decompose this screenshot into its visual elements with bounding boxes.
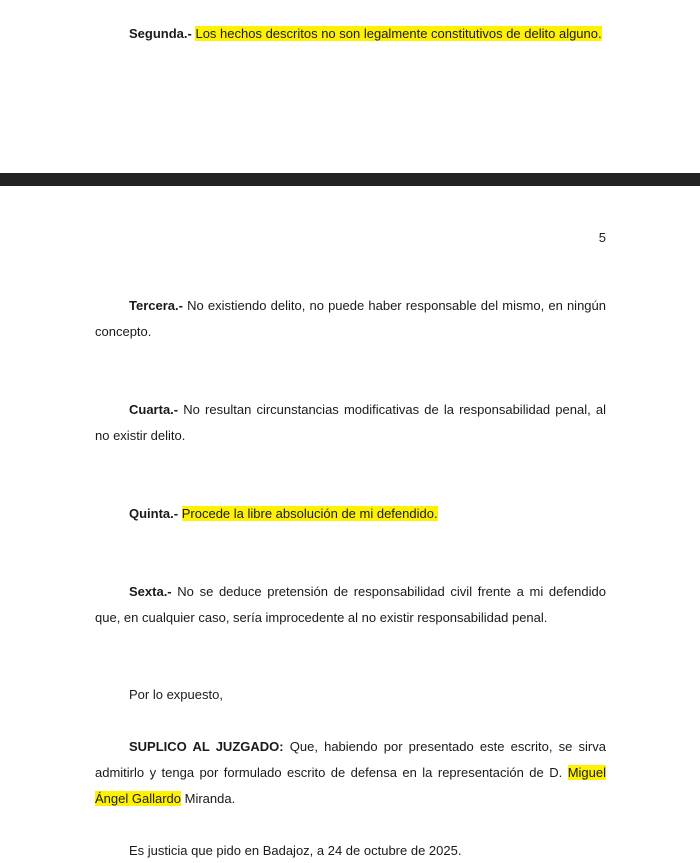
highlighted-text: Procede la libre absolución de mi defendido. (181, 506, 438, 521)
paragraph-quinta (95, 501, 606, 527)
paragraph-cuarta (95, 397, 606, 449)
paragraph-suplico (95, 734, 606, 812)
paragraph-sexta (95, 579, 606, 631)
paragraph-text: Que, habiendo por presentado este escrito, se sirva admitirlo y tenga por formulado escrito de defensa en la representación de D. (95, 739, 606, 780)
paragraph-label: Segunda.- (129, 26, 192, 41)
highlighted-name: Miguel Ángel Gallardo (95, 765, 606, 806)
paragraph-segunda (95, 21, 606, 47)
page-separator (0, 173, 700, 186)
paragraph-text-end: Miranda. (184, 791, 236, 806)
paragraph-label: Cuarta.- (129, 402, 179, 417)
closing-line: Es justicia que pido en Badajoz, a 24 de octubre de 2025. (129, 843, 462, 858)
por-lo-expuesto: Por lo expuesto, (129, 687, 223, 702)
paragraph-text: No resultan circunstancias modificativas de la responsabilidad penal, al no existir delito. (95, 402, 606, 443)
paragraph-label: SUPLICO AL JUZGADO: (129, 739, 284, 754)
highlighted-text: Los hechos descritos no son legalmente constitutivos de delito alguno. (195, 26, 602, 41)
paragraph-text: No existiendo delito, no puede haber responsable del mismo, en ningún concepto. (95, 298, 606, 339)
paragraph-tercera (95, 293, 606, 345)
page-number: 5 (598, 230, 606, 245)
paragraph-label: Sexta.- (129, 584, 172, 599)
paragraph-label: Quinta.- (129, 506, 179, 521)
paragraph-text: No se deduce pretensión de responsabilidad civil frente a mi defendido que, en cualquier caso, sería improcedente al no existir responsabilidad penal. (95, 584, 606, 625)
paragraph-label: Tercera.- (129, 298, 183, 313)
